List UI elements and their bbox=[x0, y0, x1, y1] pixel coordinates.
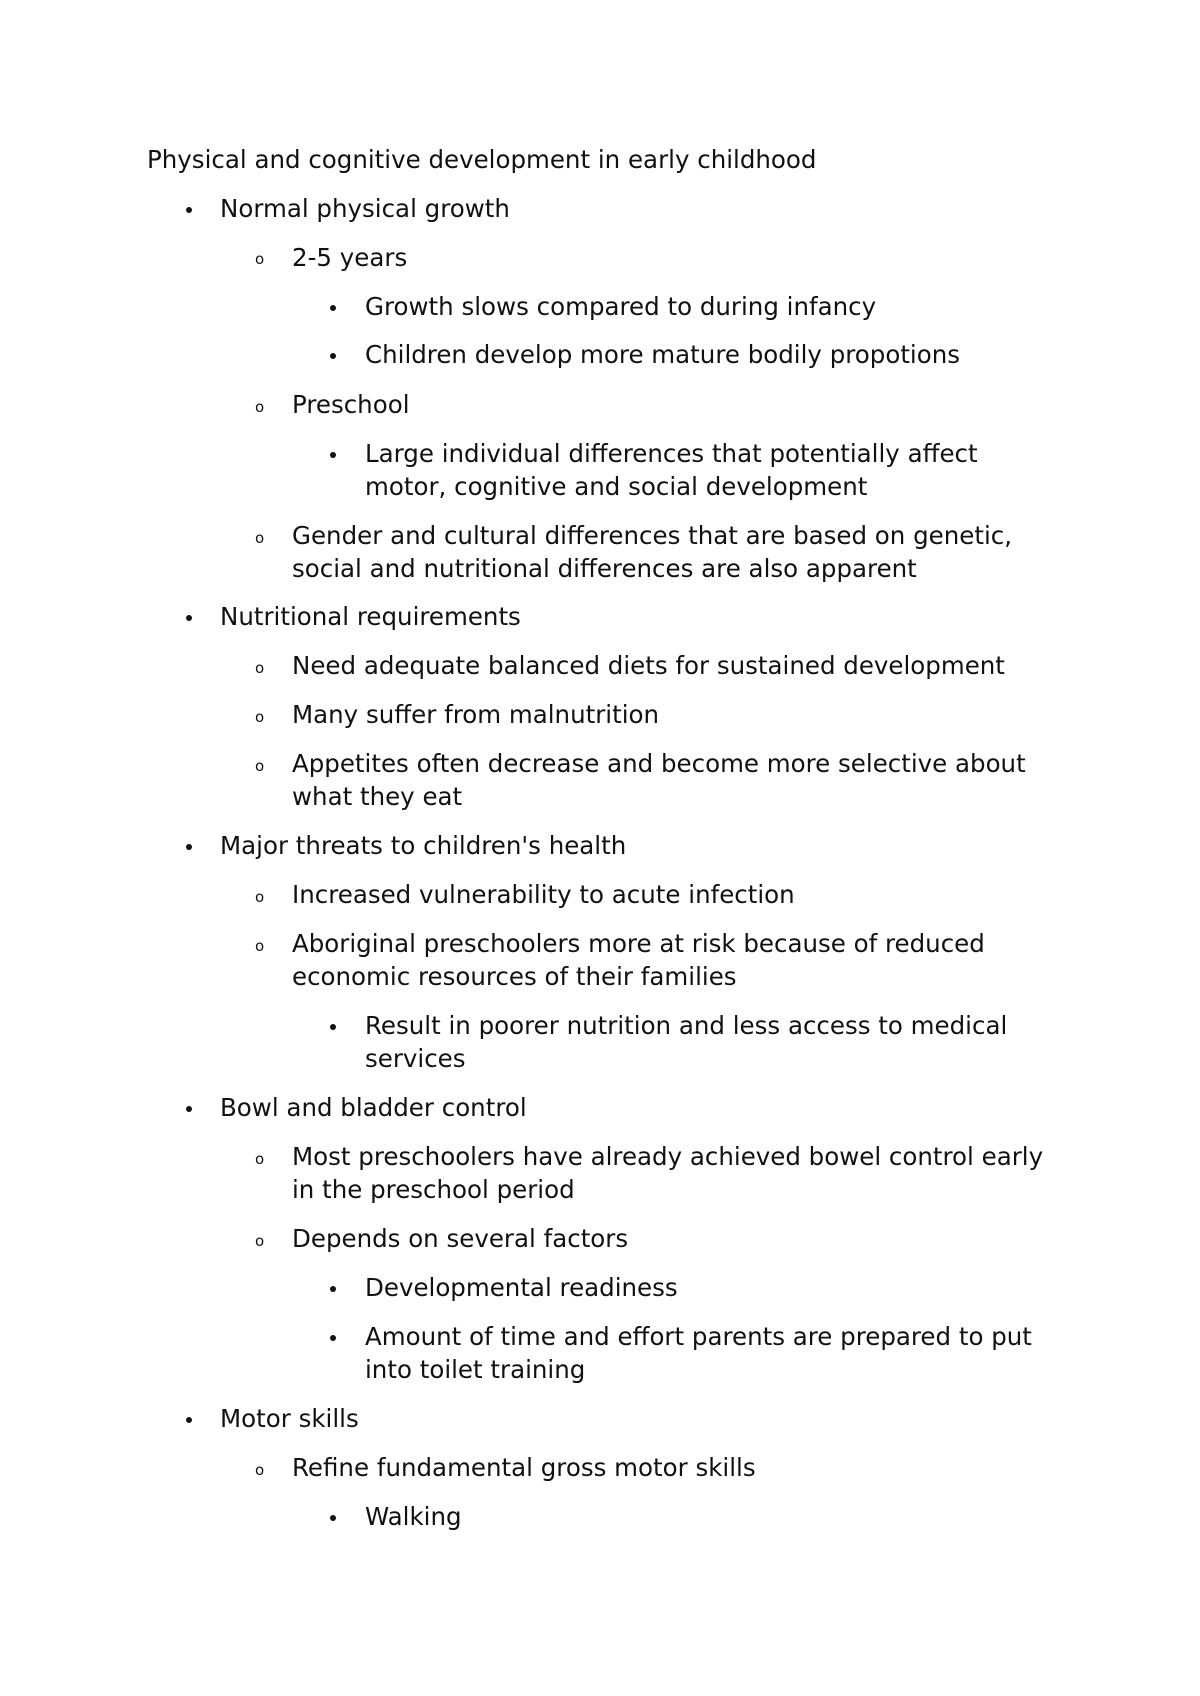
list-item-line: social and nutritional differences are also apparent bbox=[292, 554, 917, 583]
bullet-circle-icon: o bbox=[255, 529, 265, 547]
bullet-circle-icon: o bbox=[255, 1232, 265, 1250]
list-item-line: Appetites often decrease and become more selective about bbox=[292, 749, 1026, 778]
list-item-line: Aboriginal preschoolers more at risk because of reduced bbox=[292, 929, 985, 958]
list-item bbox=[292, 927, 985, 993]
bullet-dot-icon bbox=[330, 1286, 336, 1292]
bullet-circle-icon: o bbox=[255, 1461, 265, 1479]
list-item-line: into toilet training bbox=[365, 1355, 586, 1384]
list-item-line: in the preschool period bbox=[292, 1175, 575, 1204]
bullet-circle-icon: o bbox=[255, 757, 265, 775]
bullet-circle-icon: o bbox=[255, 1150, 265, 1168]
bullet-dot-icon bbox=[186, 1106, 192, 1112]
list-item: Walking bbox=[365, 1502, 462, 1531]
list-item-line: Amount of time and effort parents are prepared to put bbox=[365, 1322, 1032, 1351]
list-item bbox=[292, 519, 1012, 585]
list-item: Children develop more mature bodily propotions bbox=[365, 340, 961, 369]
list-item: Preschool bbox=[292, 390, 410, 419]
list-item-line: Large individual differences that potentially affect bbox=[365, 439, 978, 468]
list-item bbox=[292, 1140, 1043, 1206]
bullet-dot-icon bbox=[186, 1417, 192, 1423]
list-item bbox=[365, 1320, 1032, 1386]
list-item-line: economic resources of their families bbox=[292, 962, 737, 991]
bullet-circle-icon: o bbox=[255, 888, 265, 906]
bullet-dot-icon bbox=[330, 353, 336, 359]
bullet-circle-icon: o bbox=[255, 937, 265, 955]
list-item bbox=[365, 437, 978, 503]
list-item: Normal physical growth bbox=[220, 194, 510, 223]
bullet-dot-icon bbox=[330, 1335, 336, 1341]
list-item-line: Most preschoolers have already achieved bowel control early bbox=[292, 1142, 1044, 1171]
list-item: Major threats to children's health bbox=[220, 831, 627, 860]
bullet-dot-icon bbox=[330, 1515, 336, 1521]
bullet-circle-icon: o bbox=[255, 398, 265, 416]
list-item: Refine fundamental gross motor skills bbox=[292, 1453, 756, 1482]
bullet-dot-icon bbox=[186, 615, 192, 621]
list-item: Growth slows compared to during infancy bbox=[365, 292, 877, 321]
list-item-line: Result in poorer nutrition and less access to medical bbox=[365, 1011, 1008, 1040]
document-title: Physical and cognitive development in early childhood bbox=[147, 145, 817, 174]
list-item-line: motor, cognitive and social development bbox=[365, 472, 868, 501]
bullet-dot-icon bbox=[330, 1024, 336, 1030]
bullet-circle-icon: o bbox=[255, 659, 265, 677]
list-item-line: services bbox=[365, 1044, 466, 1073]
bullet-circle-icon: o bbox=[255, 250, 265, 268]
list-item: Nutritional requirements bbox=[220, 602, 521, 631]
bullet-dot-icon bbox=[330, 305, 336, 311]
list-item bbox=[365, 1009, 1007, 1075]
list-item: Bowl and bladder control bbox=[220, 1093, 527, 1122]
bullet-dot-icon bbox=[330, 452, 336, 458]
list-item-line: Gender and cultural differences that are based on genetic, bbox=[292, 521, 1013, 550]
bullet-dot-icon bbox=[186, 844, 192, 850]
list-item: Depends on several factors bbox=[292, 1224, 629, 1253]
list-item: Increased vulnerability to acute infection bbox=[292, 880, 795, 909]
list-item: 2-5 years bbox=[292, 243, 408, 272]
list-item: Motor skills bbox=[220, 1404, 359, 1433]
list-item-line: what they eat bbox=[292, 782, 463, 811]
bullet-circle-icon: o bbox=[255, 708, 265, 726]
list-item: Need adequate balanced diets for sustained development bbox=[292, 651, 1005, 680]
list-item bbox=[292, 747, 1026, 813]
bullet-dot-icon bbox=[186, 207, 192, 213]
list-item: Many suffer from malnutrition bbox=[292, 700, 660, 729]
list-item: Developmental readiness bbox=[365, 1273, 678, 1302]
